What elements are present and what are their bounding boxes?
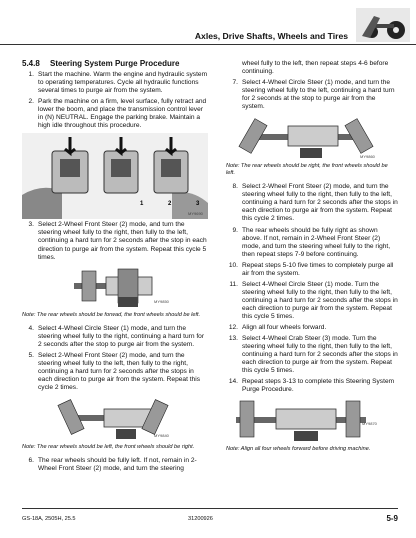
mode-label-2: 2	[168, 201, 172, 208]
section-number: 5.4.8	[22, 59, 40, 68]
step-number: 8.	[232, 183, 238, 191]
step-12	[226, 324, 398, 332]
step-3	[22, 221, 208, 261]
step-number: 2.	[28, 98, 34, 106]
step-7	[226, 79, 398, 111]
step-number: 13.	[228, 335, 238, 343]
step-6	[22, 457, 208, 473]
mode-label-1: 1	[140, 201, 144, 208]
header-rule	[0, 44, 416, 45]
step-text: The rear wheels should be fully left. If not, remain in 2-Wheel Front Steer (2) mode, and turn the steering	[38, 456, 197, 473]
note-1: Note: The rear wheels should be forwad, the front wheels should be left.	[22, 311, 201, 318]
step-text: Park the machine on a firm, level surface, fully retract and lower the boom, and place the transmission control lever in (N) NEUTRAL. Engage the parking brake. Maintain a high idle throughout this procedure.	[38, 98, 207, 130]
step-number: 11.	[229, 280, 238, 288]
step-text: The rear wheels should be fully right as shown above. If not, remain in 2-Wheel Front Steer (2) mode, and turn the steering wheel fully to the right, then repeat steps 7-9 before continuing.	[242, 226, 391, 258]
step-text: Select 2-Wheel Front Steer (2) mode, and turn the steering wheel fully to the left, then fully to the right, continuing a hard turn for 2 seconds after the stops in each direction to purge air from the system. Repeat this cycle 2 times.	[38, 351, 200, 391]
step-text: Select 4-Wheel Crab Steer (3) mode. Turn the steering wheel fully to the right, then fully to the left, continuing a hard turn for 2 seconds after the stops in each direction to purge air from the system. Repeat this cycle 5 times.	[242, 335, 398, 375]
footer-rule	[22, 508, 398, 509]
step-number: 14.	[228, 378, 238, 386]
step-text: Select 2-Wheel Front Steer (2) mode, and turn the steering wheel fully to the right, then fully to the left, continuing a hard turn for 2 seconds after the stop in each direction to purge air from the system. Repeat this cycle 5 times.	[38, 221, 207, 261]
step-8	[226, 183, 398, 223]
step-6-continued: wheel fully to the left, then repeat steps 4-6 before continuing.	[242, 60, 389, 76]
header-title: Axles, Drive Shafts, Wheels and Tires	[194, 31, 348, 41]
step-1	[22, 71, 208, 95]
steer-mode-selector-figure	[22, 133, 208, 219]
step-10	[226, 262, 398, 278]
step-number: 3.	[28, 221, 34, 229]
figure-code: MY9690	[188, 211, 203, 217]
step-number: 4.	[28, 324, 34, 332]
footer-part-number: 31200926	[188, 516, 213, 522]
step-text: Repeat steps 5-10 five times to completely purge all air from the system.	[242, 261, 394, 277]
step-14	[226, 378, 398, 394]
wheel-position-figure-4	[226, 397, 398, 443]
step-13	[226, 335, 398, 375]
step-11	[226, 281, 398, 321]
left-column	[22, 60, 208, 476]
step-text: Select 4-Wheel Circle Steer (1) mode. Turn the steering wheel fully to the right, then fully to the left, continuing a hard turn for 2 seconds after the stops in each direction to purge air from the system. Repeat this cycle 5 times.	[242, 280, 398, 320]
step-4	[22, 325, 208, 349]
step-text: Start the machine. Warm the engine and hydraulic system to operating temperatures. Cycle all hydraulic functions several times to purge air from the system.	[38, 71, 208, 95]
step-number: 1.	[28, 71, 34, 79]
note-2: Note: The rear wheels should be left, the front wheels should be right.	[22, 443, 195, 450]
step-text: Select 4-Wheel Circle Steer (1) mode, and turn the steering wheel fully to the left, continuing a hard turn for 2 seconds at the stop to purge air from the system.	[242, 79, 395, 111]
wheel-position-figure-2	[22, 395, 208, 441]
right-column	[226, 60, 398, 459]
wheel-position-figure-3	[226, 114, 398, 160]
step-5	[22, 352, 208, 392]
figure-code: MY9870	[362, 421, 377, 427]
axle-wheels-icon	[354, 6, 412, 44]
step-number: 12.	[228, 324, 238, 332]
step-number: 6.	[28, 456, 34, 464]
step-text: Select 2-Wheel Front Steer (2) mode, and turn the steering wheel fully to the right, then fully to the left, continuing a hard turn for 2 seconds after the stops in each direction to purge air from the system. Repeat this cycle 2 times.	[242, 183, 398, 223]
step-number: 10.	[228, 261, 238, 269]
figure-code: MY9860	[360, 154, 375, 160]
step-9	[226, 227, 398, 259]
wheel-position-figure-1	[22, 265, 208, 309]
figure-code: MY9850	[154, 298, 169, 304]
step-text: Select 4-Wheel Circle Steer (1) mode, and turn the steering wheel fully to the right, continuing a hard turn for 2 seconds after the stop to purge air from the system.	[38, 324, 205, 348]
note-3: Note: The rear wheels should be right, the front wheels should be left.	[226, 163, 388, 177]
page-header	[0, 0, 416, 52]
section-title: Steering System Purge Procedure	[50, 59, 180, 68]
footer-model: GS-18A, 2505H, 25.5	[22, 516, 76, 522]
page-number: 5-9	[386, 514, 398, 523]
step-text: Align all four wheels forward.	[242, 324, 327, 332]
step-number: 9.	[232, 226, 238, 234]
section-heading	[22, 60, 208, 68]
step-text: Repeat steps 3-13 to complete this Steering System Purge Procedure.	[242, 378, 395, 394]
step-number: 7.	[232, 79, 238, 87]
step-2	[22, 98, 208, 130]
step-number: 5.	[28, 351, 34, 359]
mode-label-3: 3	[196, 201, 200, 208]
note-4: Note: Align all four wheels forward before driving machine.	[226, 446, 371, 453]
figure-code: MY9840	[154, 432, 169, 438]
